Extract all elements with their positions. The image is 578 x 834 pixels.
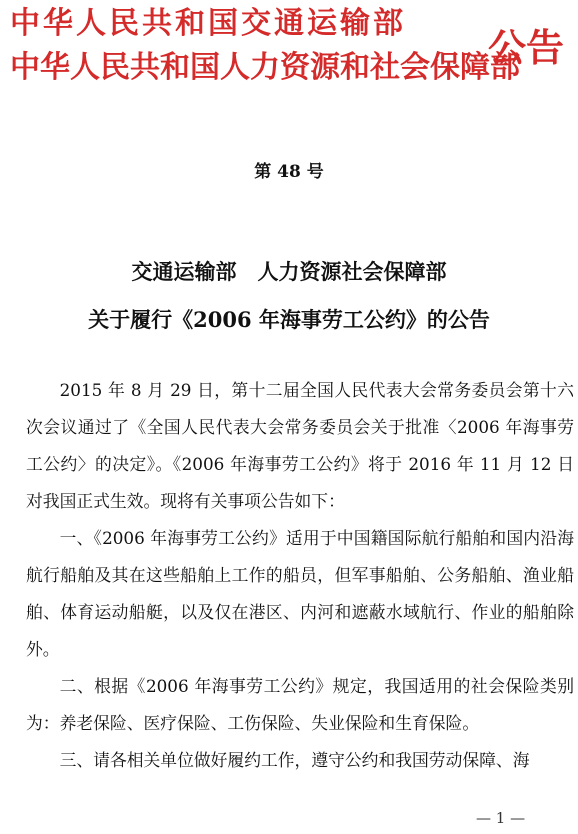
paragraph-item-3: 三、请各相关单位做好履约工作，遵守公约和我国劳动保障、海: [59, 750, 530, 770]
paragraph-item-2: 二、根据《2006 年海事劳工公约》规定，我国适用的社会保险类别为：养老保险、医疗保险、工伤保险、失业保险和生育保险。: [26, 676, 574, 733]
document-number: 第 48 号: [254, 162, 324, 182]
page-number: — 1 —: [476, 809, 526, 827]
document-type: 公告: [488, 26, 565, 70]
issuer-line-2: 中华人民共和国人力资源和社会保障部: [10, 50, 520, 85]
paragraph-item-1: 一、《2006 年海事劳工公约》适用于中国籍国际航行船舶和国内沿海航行船舶及其在这些船舶上工作的船员，但军事船舶、公务船舶、渔业船舶、体育运动船艇，以及仅在港区、内河和遮蔽水域航行、作业的船舶除外。: [26, 528, 574, 659]
title-line-1: 交通运输部 人力资源社会保障部: [131, 259, 447, 284]
body-text: [26, 372, 574, 779]
document-header: [0, 0, 578, 110]
paragraph-intro: 2015 年 8 月 29 日，第十二届全国人民代表大会常务委员会第十六次会议通过了《全国人民代表大会常务委员会关于批准〈2006 年海事劳工公约〉的决定》。《2006 年海事劳工公约》将于 2016 年 11 月 12 日对我国正式生效。现将有关事项公告如下：: [26, 380, 574, 511]
title-line-2: 关于履行《2006 年海事劳工公约》的公告: [88, 307, 490, 332]
issuer-line-1: 中华人民共和国交通运输部: [10, 6, 406, 41]
